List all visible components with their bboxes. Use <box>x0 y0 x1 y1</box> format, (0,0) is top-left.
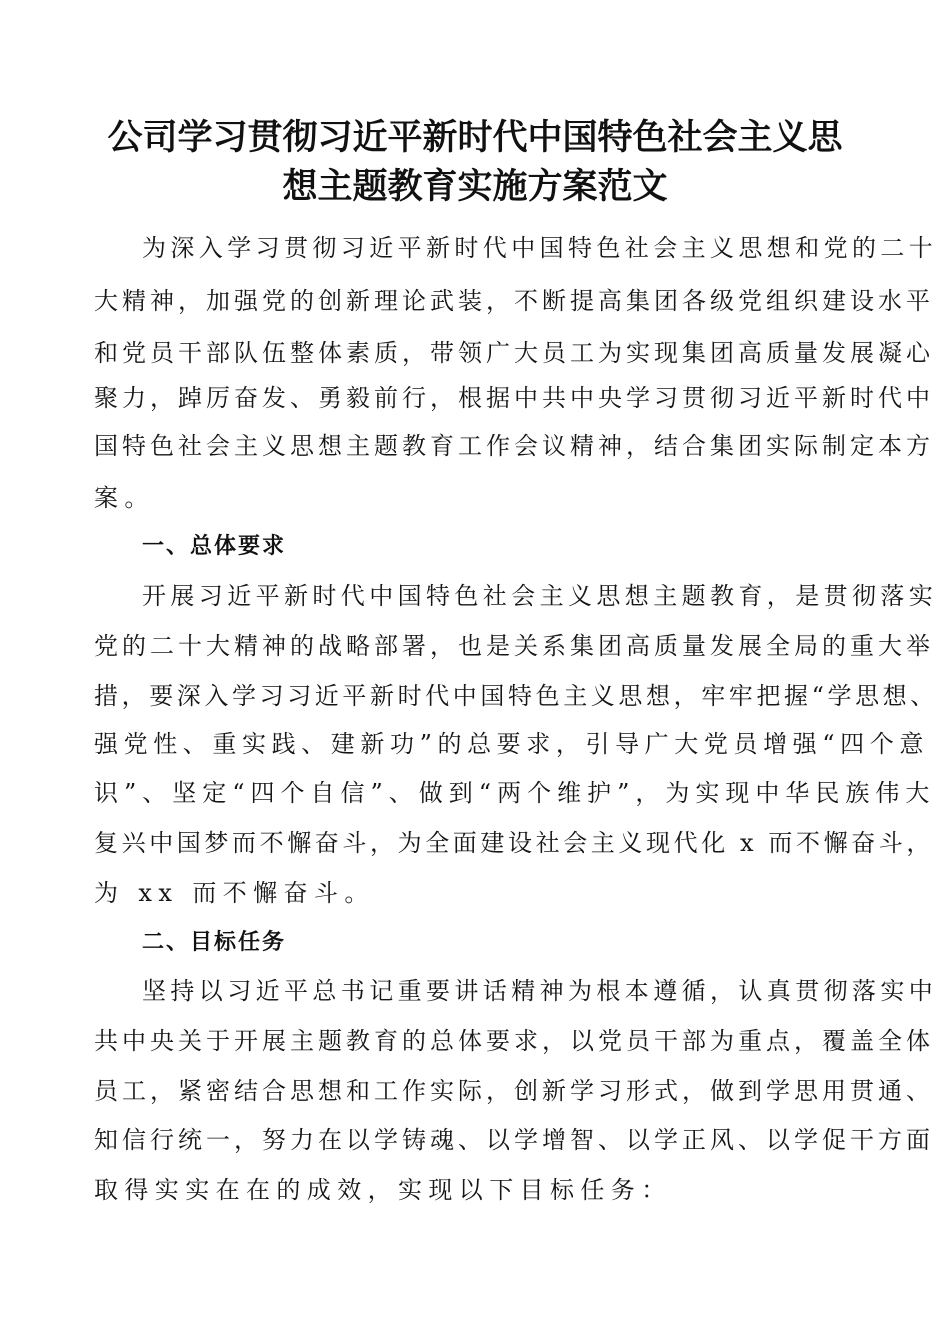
section-1-line-7: 为 xx 而不懈奋斗。 <box>94 879 375 907</box>
intro-line-2: 大精神，加强党的创新理论武装，不断提高集团各级党组织建设水平 <box>94 287 934 315</box>
intro-line-6: 案。 <box>94 484 155 512</box>
intro-line-3: 和党员干部队伍整体素质，带领广大员工为实现集团高质量发展凝心 <box>94 339 934 367</box>
section-1-heading: 一、总体要求 <box>142 534 287 559</box>
section-2-line-2: 共中央关于开展主题教育的总体要求，以党员干部为重点，覆盖全体 <box>94 1027 934 1055</box>
section-1-line-3: 措，要深入学习习近平新时代中国特色主义思想，牢牢把握“学思想、 <box>94 682 938 710</box>
section-1-line-2: 党的二十大精神的战略部署，也是关系集团高质量发展全局的重大举 <box>94 632 934 660</box>
intro-line-5: 国特色社会主义思想主题教育工作会议精神，结合集团实际制定本方 <box>94 432 934 460</box>
section-2-heading: 二、目标任务 <box>142 930 287 955</box>
section-1-line-5: 识”、坚定“四个自信”、做到“两个维护”，为实现中华民族伟大 <box>94 779 936 807</box>
document-title-line-2: 想主题教育实施方案范文 <box>282 167 668 207</box>
section-2-line-5: 取得实实在在的成效，实现以下目标任务： <box>94 1176 672 1204</box>
section-2-line-4: 知信行统一，努力在以学铸魂、以学增智、以学正风、以学促干方面 <box>94 1126 934 1154</box>
document-title-line-1: 公司学习贯彻习近平新时代中国特色社会主义思 <box>107 118 843 158</box>
section-1-line-1: 开展习近平新时代中国特色社会主义思想主题教育，是贯彻落实 <box>142 582 938 610</box>
section-1-line-6: 复兴中国梦而不懈奋斗，为全面建设社会主义现代化 x 而不懈奋斗， <box>94 829 934 857</box>
section-2-line-3: 员工，紧密结合思想和工作实际，创新学习形式，做到学思用贯通、 <box>94 1077 934 1105</box>
section-1-line-4: 强党性、重实践、建新功”的总要求，引导广大党员增强“四个意 <box>94 730 929 758</box>
intro-line-4: 聚力，踔厉奋发、勇毅前行，根据中共中央学习贯彻习近平新时代中 <box>94 384 934 412</box>
intro-line-1: 为深入学习贯彻习近平新时代中国特色社会主义思想和党的二十 <box>142 234 938 262</box>
section-2-line-1: 坚持以习近平总书记重要讲话精神为根本遵循，认真贯彻落实中 <box>142 977 938 1005</box>
